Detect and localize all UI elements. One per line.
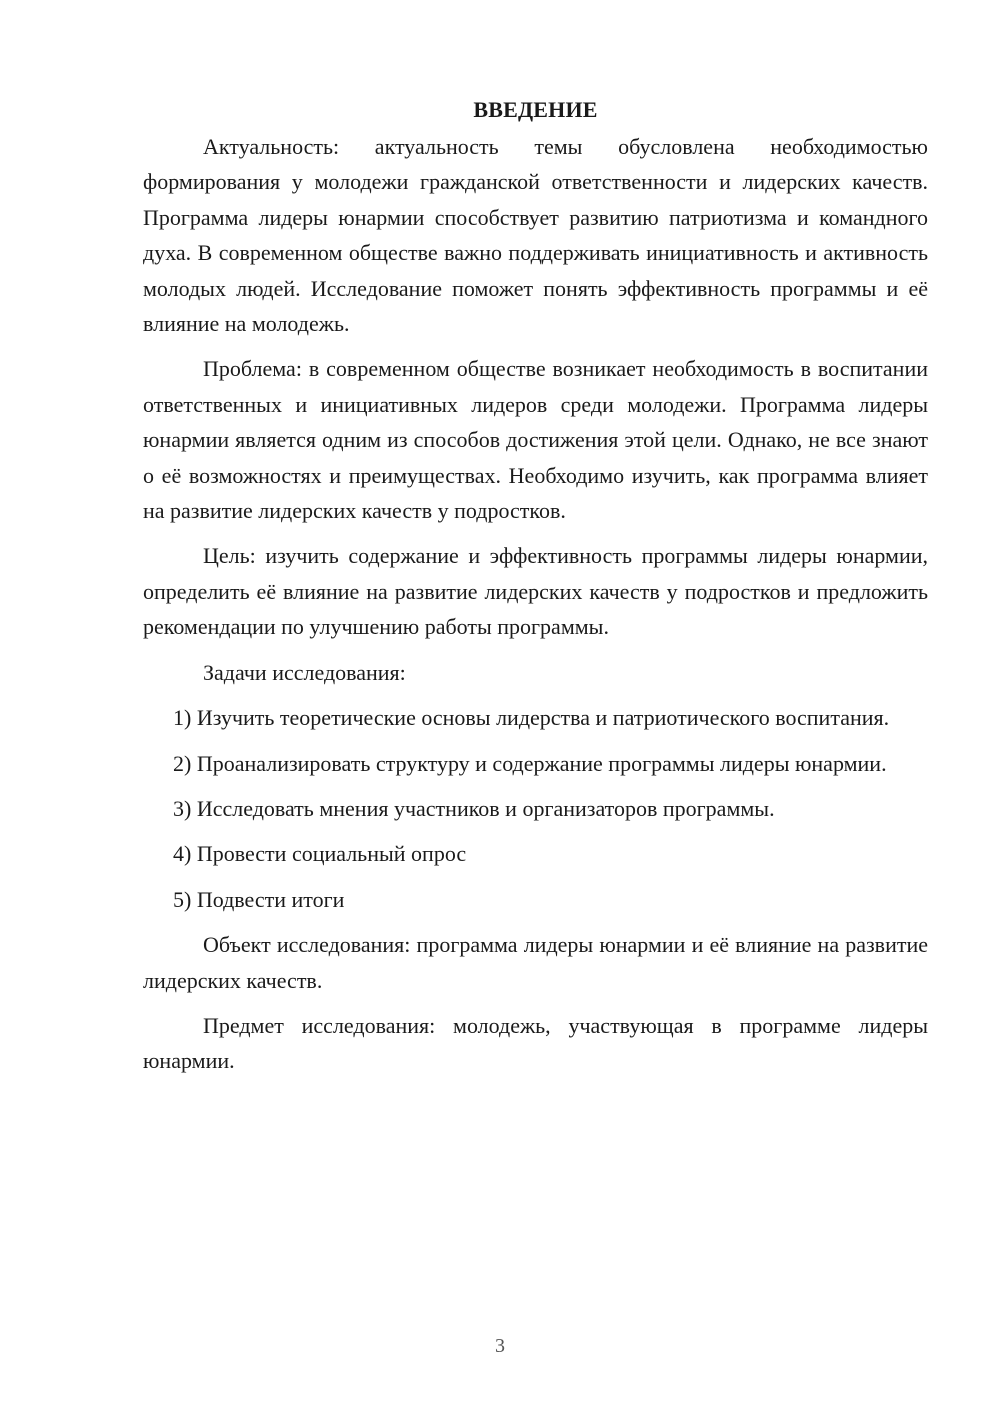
paragraph-relevance: Актуальность: актуальность темы обусловлена необходимостью формирования у молодежи гражданской ответственности и лидерских качеств. Программа лидеры юнармии способствует развитию патриотизма и командного духа. В современном обществе важно поддерживать инициативность и активность молодых людей. Исследование поможет понять эффективность программы и её влияние на молодежь. xyxy=(143,134,928,337)
section-title: ВВЕДЕНИЕ xyxy=(473,97,598,122)
task-item-1: 1) Изучить теоретические основы лидерства и патриотического воспитания. xyxy=(173,705,890,731)
paragraph-goal: Цель: изучить содержание и эффективность программы лидеры юнармии, определить её влияние на развитие лидерских качеств у подростков и предложить рекомендации по улучшению работы программы. xyxy=(143,543,928,640)
task-item-5: 5) Подвести итоги xyxy=(173,886,345,912)
paragraph-subject: Предмет исследования: молодежь, участвующая в программе лидеры юнармии. xyxy=(143,1012,928,1074)
tasks-heading: Задачи исследования: xyxy=(203,659,406,685)
task-item-4: 4) Провести социальный опрос xyxy=(173,841,467,867)
page-number: 3 xyxy=(495,1335,505,1357)
task-item-3: 3) Исследовать мнения участников и организаторов программы. xyxy=(173,795,775,821)
document-page xyxy=(143,92,928,1089)
paragraph-object: Объект исследования: программа лидеры юнармии и её влияние на развитие лидерских качеств. xyxy=(143,932,928,993)
paragraph-problem: Проблема: в современном обществе возникает необходимость в воспитании ответственных и инициативных лидеров среди молодежи. Программа лидеры юнармии является одним из способов достижения этой цели. Однако, не все знают о её возможностях и преимуществах. Необходимо изучить, как программа влияет на развитие лидерских качеств у подростков. xyxy=(143,356,928,524)
task-item-2: 2) Проанализировать структуру и содержание программы лидеры юнармии. xyxy=(173,750,887,776)
